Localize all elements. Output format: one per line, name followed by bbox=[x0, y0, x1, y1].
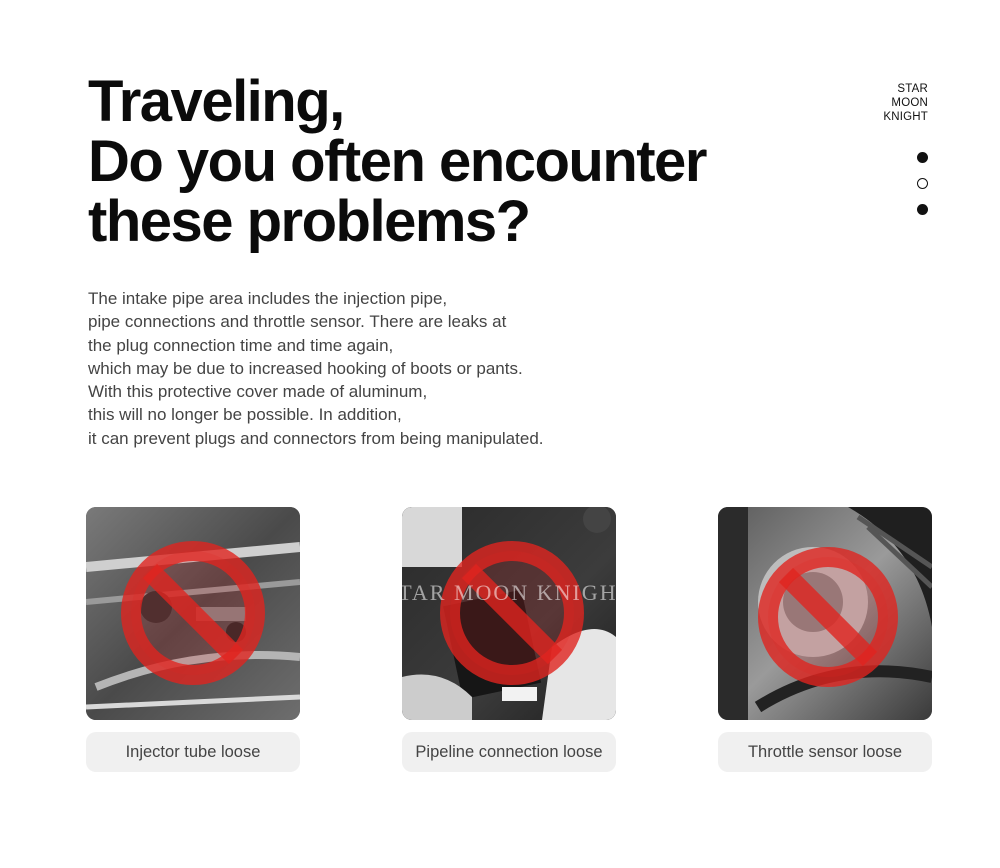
problem-card-injector bbox=[86, 507, 300, 772]
engine-photo-injector bbox=[86, 507, 300, 720]
brand-line-1: STAR bbox=[897, 83, 928, 95]
problem-card-throttle bbox=[718, 507, 932, 772]
watermark: STAR MOON KNIGHT bbox=[384, 580, 634, 605]
brand-line-3: KNIGHT bbox=[883, 111, 928, 123]
description-line: The intake pipe area includes the injection pipe, bbox=[88, 289, 448, 308]
engine-photo-throttle bbox=[718, 507, 932, 720]
headline-line-1: Traveling, bbox=[88, 69, 344, 134]
headline bbox=[88, 69, 706, 254]
description-line: which may be due to increased hooking of boots or pants. bbox=[88, 358, 523, 378]
brand-line-2: MOON bbox=[891, 97, 928, 109]
description-line: pipe connections and throttle sensor. There are leaks at bbox=[88, 312, 507, 332]
prohibited-icon bbox=[718, 507, 932, 720]
description-line: this will no longer be possible. In addition, bbox=[88, 405, 402, 425]
description-line: the plug connection time and time again, bbox=[88, 335, 394, 355]
caption-throttle: Throttle sensor loose bbox=[718, 732, 932, 772]
description bbox=[88, 287, 544, 450]
headline-line-2: Do you often encounter bbox=[88, 129, 706, 194]
brand-logo bbox=[883, 82, 928, 124]
description-line: it can prevent plugs and connectors from being manipulated. bbox=[88, 428, 544, 448]
problem-card-pipeline bbox=[402, 507, 616, 772]
description-line: With this protective cover made of aluminum, bbox=[88, 382, 428, 402]
engine-photo-pipeline bbox=[402, 507, 616, 720]
pager-dots bbox=[917, 152, 929, 230]
caption-injector: Injector tube loose bbox=[86, 732, 300, 772]
pager-dot-2[interactable] bbox=[917, 178, 928, 189]
caption-pipeline: Pipeline connection loose bbox=[402, 732, 616, 772]
prohibited-icon bbox=[402, 507, 616, 720]
pager-dot-3[interactable] bbox=[917, 204, 928, 215]
pager-dot-1[interactable] bbox=[917, 152, 928, 163]
prohibited-icon bbox=[86, 507, 300, 720]
headline-line-3: these problems? bbox=[88, 189, 530, 254]
